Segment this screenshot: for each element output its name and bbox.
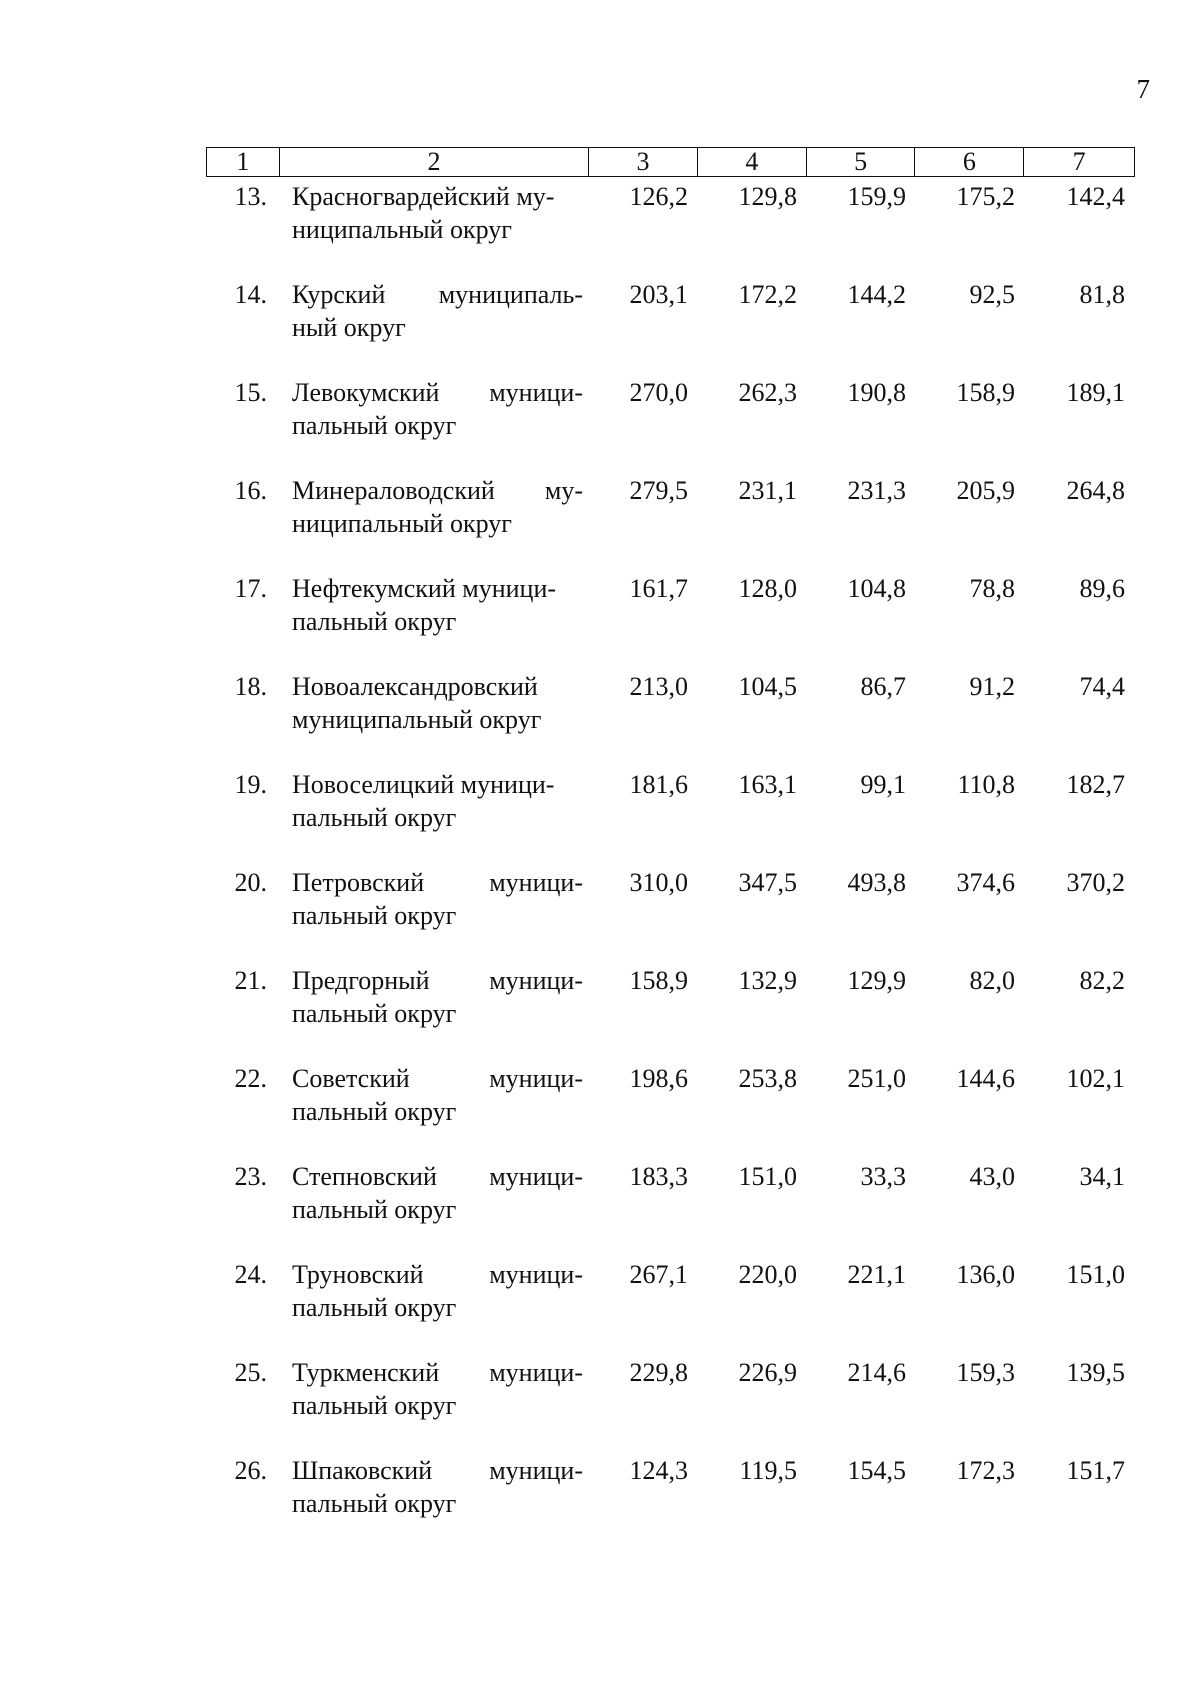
- row-name-line-1: Новоселицкий муници-: [292, 770, 555, 799]
- row-value-col-4: 104,5: [738, 672, 797, 701]
- table-body: [206, 180, 1135, 1552]
- row-value-col-4: 163,1: [738, 770, 797, 799]
- row-value-col-5: 99,1: [860, 770, 906, 799]
- row-value-col-6: 82,0: [969, 966, 1015, 995]
- row-value-col-7: 81,8: [1079, 280, 1125, 309]
- table-row: [206, 572, 1135, 670]
- table-row: [206, 1454, 1135, 1552]
- row-value-col-4: 253,8: [738, 1064, 797, 1093]
- row-name: [279, 1454, 589, 1552]
- row-value-col-4: 231,1: [738, 476, 797, 505]
- row-value-col-3: 270,0: [629, 378, 688, 407]
- row-name-line-1: Труновский муници-: [292, 1260, 583, 1289]
- row-name-line-1: Новоалександровский: [292, 672, 538, 701]
- header-col-1: 1: [207, 148, 280, 176]
- row-value-col-4: 226,9: [738, 1358, 797, 1387]
- table-row: [206, 1160, 1135, 1258]
- row-number: 25.: [234, 1358, 267, 1387]
- row-value-col-4: 151,0: [738, 1162, 797, 1191]
- row-value-col-5: 104,8: [847, 574, 906, 603]
- row-name-line-2: пальный округ: [292, 901, 457, 930]
- row-name: [279, 1356, 589, 1454]
- row-name: [279, 1062, 589, 1160]
- row-value-col-7: 189,1: [1066, 378, 1125, 407]
- row-value-col-7: 139,5: [1066, 1358, 1125, 1387]
- row-value-col-5: 144,2: [847, 280, 906, 309]
- table-row: [206, 768, 1135, 866]
- row-name: [279, 376, 589, 474]
- row-value-col-3: 203,1: [629, 280, 688, 309]
- row-name-line-2: пальный округ: [292, 1293, 457, 1322]
- row-value-col-7: 89,6: [1079, 574, 1125, 603]
- table-row: [206, 180, 1135, 278]
- row-name-line-1: Степновский муници-: [292, 1162, 583, 1191]
- table-row: [206, 376, 1135, 474]
- row-value-col-5: 159,9: [847, 182, 906, 211]
- row-value-col-7: 82,2: [1079, 966, 1125, 995]
- row-value-col-6: 175,2: [956, 182, 1015, 211]
- row-value-col-5: 190,8: [847, 378, 906, 407]
- row-name: [279, 670, 589, 768]
- row-value-col-5: 86,7: [860, 672, 906, 701]
- row-number: 15.: [234, 378, 267, 407]
- header-col-4: 4: [698, 148, 807, 176]
- row-name-line-2: ниципальный округ: [292, 215, 512, 244]
- row-value-col-3: 181,6: [629, 770, 688, 799]
- row-name-line-1: Красногвардейский му-: [292, 182, 555, 211]
- row-name-line-2: пальный округ: [292, 607, 457, 636]
- row-name: [279, 768, 589, 866]
- table-row: [206, 866, 1135, 964]
- row-value-col-4: 262,3: [738, 378, 797, 407]
- row-value-col-3: 213,0: [629, 672, 688, 701]
- row-value-col-4: 132,9: [738, 966, 797, 995]
- row-value-col-3: 229,8: [629, 1358, 688, 1387]
- row-name-line-1: Левокумский муници-: [292, 378, 583, 407]
- row-name-line-1: Советский муници-: [292, 1064, 583, 1093]
- row-value-col-4: 347,5: [738, 868, 797, 897]
- row-value-col-3: 126,2: [629, 182, 688, 211]
- row-value-col-6: 78,8: [969, 574, 1015, 603]
- row-name-line-1: Нефтекумский муници-: [292, 574, 557, 603]
- row-value-col-5: 33,3: [860, 1162, 906, 1191]
- row-value-col-6: 136,0: [956, 1260, 1015, 1289]
- row-name-line-2: пальный округ: [292, 411, 457, 440]
- row-value-col-6: 158,9: [956, 378, 1015, 407]
- page-number: 7: [1136, 74, 1150, 104]
- row-value-col-5: 214,6: [847, 1358, 906, 1387]
- row-value-col-4: 129,8: [738, 182, 797, 211]
- row-value-col-6: 159,3: [956, 1358, 1015, 1387]
- row-number: 22.: [234, 1064, 267, 1093]
- table-row: [206, 474, 1135, 572]
- row-name-line-1: Предгорный муници-: [292, 966, 583, 995]
- row-value-col-6: 205,9: [956, 476, 1015, 505]
- row-name-line-1: Шпаковский муници-: [292, 1456, 583, 1485]
- row-name-line-2: ниципальный округ: [292, 509, 512, 538]
- row-value-col-5: 154,5: [847, 1456, 906, 1485]
- header-col-6: 6: [915, 148, 1024, 176]
- row-name-line-1: Туркменский муници-: [292, 1358, 583, 1387]
- header-col-2: 2: [280, 148, 589, 176]
- row-name: [279, 964, 589, 1062]
- row-name-line-1: Минераловодский му-: [292, 476, 583, 505]
- row-value-col-3: 124,3: [629, 1456, 688, 1485]
- row-name-line-2: муниципальный округ: [292, 705, 542, 734]
- table-row: [206, 1356, 1135, 1454]
- table-row: [206, 1062, 1135, 1160]
- row-number: 20.: [234, 868, 267, 897]
- row-value-col-5: 493,8: [847, 868, 906, 897]
- row-name-line-2: пальный округ: [292, 1097, 457, 1126]
- row-value-col-6: 110,8: [957, 770, 1015, 799]
- row-number: 18.: [234, 672, 267, 701]
- row-name: [279, 278, 589, 376]
- row-name-line-1: Курский муниципаль-: [292, 280, 583, 309]
- row-name: [279, 1258, 589, 1356]
- row-value-col-7: 102,1: [1066, 1064, 1125, 1093]
- row-name-line-2: пальный округ: [292, 999, 457, 1028]
- row-value-col-7: 151,0: [1066, 1260, 1125, 1289]
- row-value-col-7: 264,8: [1066, 476, 1125, 505]
- table-row: [206, 964, 1135, 1062]
- header-col-3: 3: [589, 148, 698, 176]
- row-value-col-3: 161,7: [629, 574, 688, 603]
- row-name-line-1: Петровский муници-: [292, 868, 583, 897]
- row-value-col-7: 34,1: [1079, 1162, 1125, 1191]
- row-number: 23.: [234, 1162, 267, 1191]
- row-value-col-3: 183,3: [629, 1162, 688, 1191]
- row-number: 26.: [234, 1456, 267, 1485]
- row-name-line-2: пальный округ: [292, 1195, 457, 1224]
- row-number: 24.: [234, 1260, 267, 1289]
- row-value-col-5: 231,3: [847, 476, 906, 505]
- header-col-5: 5: [807, 148, 916, 176]
- row-value-col-4: 119,5: [739, 1456, 797, 1485]
- row-value-col-4: 220,0: [738, 1260, 797, 1289]
- row-value-col-3: 267,1: [629, 1260, 688, 1289]
- table-row: [206, 278, 1135, 376]
- row-value-col-7: 74,4: [1079, 672, 1125, 701]
- row-name: [279, 572, 589, 670]
- row-name: [279, 474, 589, 572]
- row-value-col-7: 151,7: [1066, 1456, 1125, 1485]
- row-name-line-2: пальный округ: [292, 1489, 457, 1518]
- row-value-col-3: 310,0: [629, 868, 688, 897]
- row-name-line-2: ный округ: [292, 313, 406, 342]
- row-name: [279, 866, 589, 964]
- row-name-line-2: пальный округ: [292, 803, 457, 832]
- row-value-col-3: 198,6: [629, 1064, 688, 1093]
- row-value-col-6: 92,5: [969, 280, 1015, 309]
- row-value-col-7: 370,2: [1066, 868, 1125, 897]
- table-row: [206, 1258, 1135, 1356]
- row-value-col-7: 182,7: [1066, 770, 1125, 799]
- row-value-col-3: 279,5: [629, 476, 688, 505]
- row-value-col-3: 158,9: [629, 966, 688, 995]
- row-name: [279, 180, 589, 278]
- row-name: [279, 1160, 589, 1258]
- row-number: 19.: [234, 770, 267, 799]
- row-value-col-4: 172,2: [738, 280, 797, 309]
- row-value-col-4: 128,0: [738, 574, 797, 603]
- row-value-col-6: 91,2: [969, 672, 1015, 701]
- row-number: 16.: [234, 476, 267, 505]
- row-value-col-5: 129,9: [847, 966, 906, 995]
- row-value-col-6: 43,0: [969, 1162, 1015, 1191]
- row-value-col-6: 144,6: [956, 1064, 1015, 1093]
- row-value-col-6: 374,6: [956, 868, 1015, 897]
- row-number: 14.: [234, 280, 267, 309]
- table-row: [206, 670, 1135, 768]
- row-value-col-5: 251,0: [847, 1064, 906, 1093]
- header-col-7: 7: [1072, 147, 1086, 176]
- row-number: 17.: [234, 574, 267, 603]
- row-number: 21.: [234, 966, 267, 995]
- row-value-col-5: 221,1: [847, 1260, 906, 1289]
- table-header: [206, 147, 1135, 177]
- row-value-col-7: 142,4: [1066, 182, 1125, 211]
- row-value-col-6: 172,3: [956, 1456, 1015, 1485]
- row-name-line-2: пальный округ: [292, 1391, 457, 1420]
- row-number: 13.: [234, 182, 267, 211]
